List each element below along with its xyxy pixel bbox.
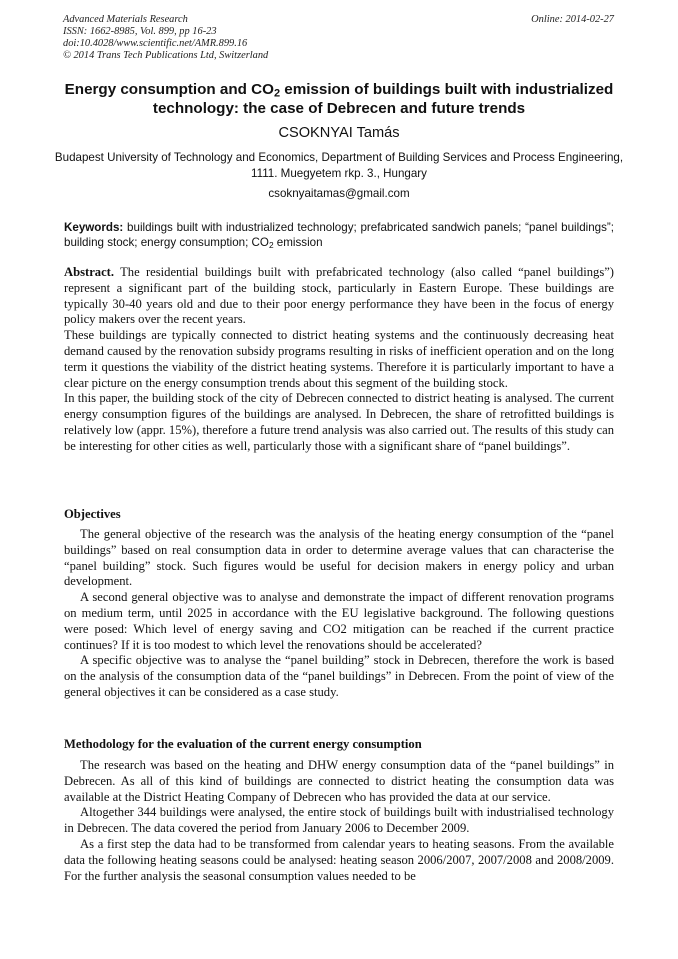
abstract-label: Abstract.: [64, 265, 115, 279]
paper-title: [50, 80, 628, 118]
copyright-line: © 2014 Trans Tech Publications Ltd, Switzerland: [63, 50, 269, 61]
title-part1: Energy consumption and CO: [64, 81, 274, 98]
title-subscript: 2: [273, 87, 281, 100]
doi-line: doi:10.4028/www.scientific.net/AMR.899.16: [63, 38, 248, 49]
keywords-label: Keywords:: [64, 221, 124, 234]
title-part2: emission of buildings built with industrialized technology: the case of Debrecen and future trends: [152, 81, 614, 117]
abstract-paragraph-2: These buildings are typically connected to district heating systems and the continuously decreasing heat demand caused by the renovation subsidy programs resulting in risks of inefficient operation and on the long term it questions the viability of the district heating systems. Therefore it is particularly important to have a clear picture on the energy consumption trends about this segment of the building stock.: [64, 328, 614, 390]
abstract-paragraph-3: In this paper, the building stock of the city of Debrecen connected to district heating is analysed. The current energy consumption figures of the buildings are analysed. In Debrecen, the share of retrofitted buildings is relatively low (appr. 15%), therefore a future trend analysis was also carried out. The results of this study can be interesting for other cities as well, particularly those with a significant share of “panel buildings”.: [64, 391, 614, 453]
methodology-heading: Methodology for the evaluation of the current energy consumption: [64, 737, 422, 751]
online-date-text: Online: 2014-02-27: [531, 14, 614, 25]
keywords: [64, 220, 614, 250]
abstract: [64, 265, 614, 455]
author-name: CSOKNYAI Tamás: [278, 125, 400, 141]
online-date: [531, 14, 614, 26]
abstract-paragraph-1: [64, 265, 614, 328]
affiliation: Budapest University of Technology and Economics, Department of Building Services and Process Engineering, 1111. Muegyetem rkp. 3., Hungary: [54, 151, 624, 180]
objectives-section: [64, 527, 614, 701]
methodology-paragraph-1: The research was based on the heating and DHW energy consumption data of the “panel buildings” in Debrecen. As all of this kind of buildings are connected to district heating the consumption data was available at the District Heating Company of Debrecen who has provided the data at our service.: [64, 758, 614, 804]
keywords-text1: buildings built with industrialized technology; prefabricated sandwich panels; “panel buildings”; building stock; energy consumption; CO: [64, 221, 614, 249]
keywords-text2: emission: [273, 236, 323, 249]
methodology-paragraph-3: As a first step the data had to be transformed from calendar years to heating seasons. From the available data the following heating seasons could be analysed: heating season 2006/2007, 2007/2008 and 2008/2009. For the further analysis the seasonal consumption values needed to be: [64, 836, 614, 883]
journal-name: Advanced Materials Research: [63, 14, 188, 25]
abstract-text-1: The residential buildings built with prefabricated technology (also called “panel buildings”) represent a significant part of the building stock, particularly in Eastern Europe. These buildings are typically 30-40 years old and due to their poor energy performance they have been in the focus of energy policy makers over the recent years.: [64, 265, 614, 327]
methodology-section: [64, 758, 614, 884]
objectives-paragraph-3: A specific objective was to analyse the “panel building” stock in Debrecen, therefore the work is based on the analysis of the consumption data of the “panel buildings” in Debrecen. From the point of view of the general objectives it can be considered as a case study.: [64, 653, 614, 699]
journal-header: [63, 14, 268, 62]
methodology-paragraph-2: Altogether 344 buildings were analysed, the entire stock of buildings built with industrialised technology in Debrecen. The data covered the period from January 2006 to December 2009.: [64, 805, 614, 836]
objectives-heading: Objectives: [64, 507, 121, 521]
keywords-subscript: 2: [268, 240, 274, 251]
issn-line: ISSN: 1662-8985, Vol. 899, pp 16-23: [63, 26, 217, 37]
author-email: csoknyaitamas@gmail.com: [268, 187, 410, 200]
objectives-paragraph-2: A second general objective was to analyse and demonstrate the impact of different renovation programs on medium term, until 2025 in accordance with the EU legislative background. The following questions were posed: Which level of energy saving and CO2 mitigation can be reached if the current practice continues? If it is too modest to which level the renovations should be accelerated?: [64, 590, 614, 652]
objectives-paragraph-1: The general objective of the research was the analysis of the heating energy consumption of the “panel buildings” based on real consumption data in order to determine average values that can characterise the “panel building” stock. Such figures would be useful for decision makers in energy policy and urban development.: [64, 527, 614, 589]
